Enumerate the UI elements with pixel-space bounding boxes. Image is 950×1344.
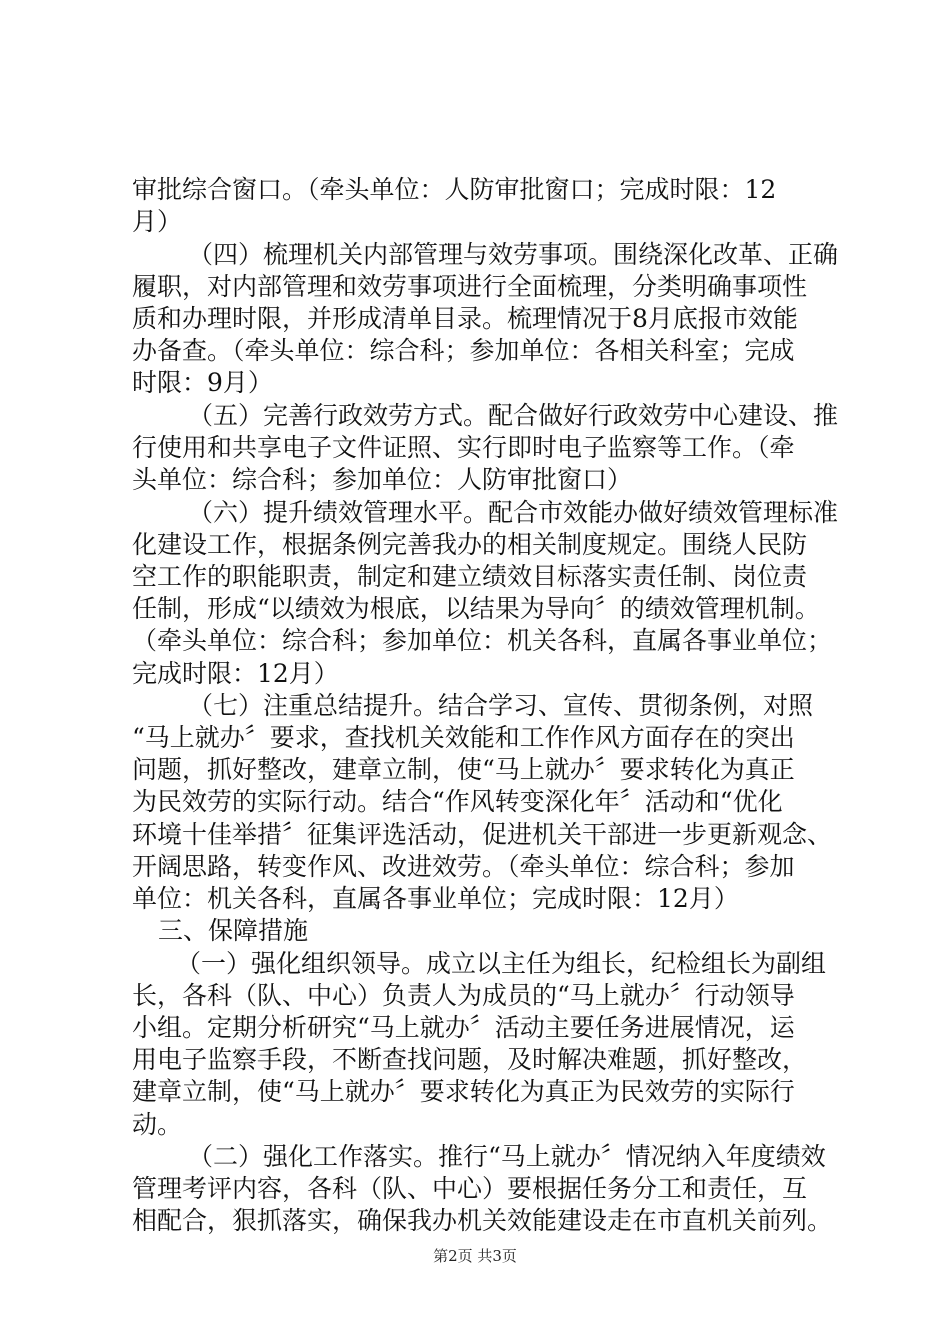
text-line: “马上就办〞要求，查找机关效能和工作作风方面存在的突出	[132, 723, 795, 752]
text-line: 办备查。（牵头单位：综合科；参加单位：各相关科室；完成	[132, 336, 795, 365]
text-line: 空工作的职能职责，制定和建立绩效目标落实责任制、岗位责	[132, 562, 808, 591]
text-line: 为民效劳的实际行动。结合“作风转变深化年〞活动和“优化	[132, 787, 783, 816]
text-line: 用电子监察手段，不断查找问题，及时解决难题，抓好整改，	[132, 1045, 808, 1074]
text-line: （六）提升绩效管理水平。配合市效能办做好绩效管理标准	[188, 498, 839, 527]
text-line: 相配合，狠抓落实，确保我办机关效能建设走在市直机关前列。	[132, 1206, 833, 1235]
text-line: 动。	[132, 1110, 183, 1139]
text-line: 时限：9月）	[132, 368, 273, 397]
text-line: （二）强化工作落实。推行“马上就办〞情况纳入年度绩效	[188, 1142, 826, 1171]
text-line: 头单位：综合科；参加单位：人防审批窗口）	[132, 465, 633, 494]
text-line: 化建设工作，根据条例完善我办的相关制度规定。围绕人民防	[132, 530, 808, 559]
text-line: 问题，抓好整改，建章立制，使“马上就办〞要求转化为真正	[132, 755, 795, 784]
text-line: 单位：机关各科，直属各事业单位；完成时限：12月）	[132, 884, 739, 913]
text-line: 环境十佳举措〞征集评选活动，促进机关干部进一步更新观念、	[132, 820, 833, 849]
text-line: 建章立制，使“马上就办〞要求转化为真正为民效劳的实际行	[132, 1077, 795, 1106]
text-line: 三、保障措施	[158, 916, 309, 945]
text-line: 完成时限：12月）	[132, 659, 339, 688]
text-line: （五）完善行政效劳方式。配合做好行政效劳中心建设、推	[188, 401, 839, 430]
text-line: 行使用和共享电子文件证照、实行即时电子监察等工作。（牵	[132, 433, 795, 462]
text-line: （四）梳理机关内部管理与效劳事项。围绕深化改革、正确	[188, 240, 839, 269]
text-line: 履职，对内部管理和效劳事项进行全面梳理，分类明确事项性	[132, 272, 808, 301]
text-line: 开阔思路，转变作风、改进效劳。（牵头单位：综合科；参加	[132, 852, 795, 881]
text-line: 任制，形成“以绩效为根底，以结果为导向〞的绩效管理机制。	[132, 594, 820, 623]
text-line: （一）强化组织领导。成立以主任为组长，纪检组长为副组	[176, 949, 827, 978]
page-footer: 第2页 共3页	[433, 1247, 517, 1265]
text-line: 审批综合窗口。（牵头单位：人防审批窗口；完成时限：12	[132, 175, 777, 204]
text-line: 小组。定期分析研究“马上就办〞活动主要任务进展情况，运	[132, 1013, 795, 1042]
text-line: 质和办理时限，并形成清单目录。梳理情况于8月底报市效能	[132, 304, 798, 333]
text-line: 长，各科（队、中心）负责人为成员的“马上就办〞行动领导	[132, 981, 795, 1010]
text-line: （七）注重总结提升。结合学习、宣传、贯彻条例，对照	[188, 691, 814, 720]
text-line: 管理考评内容，各科（队、中心）要根据任务分工和责任，互	[132, 1174, 808, 1203]
text-line: 月）	[132, 207, 183, 236]
text-line: （牵头单位：综合科；参加单位：机关各科，直属各事业单位；	[132, 626, 833, 655]
